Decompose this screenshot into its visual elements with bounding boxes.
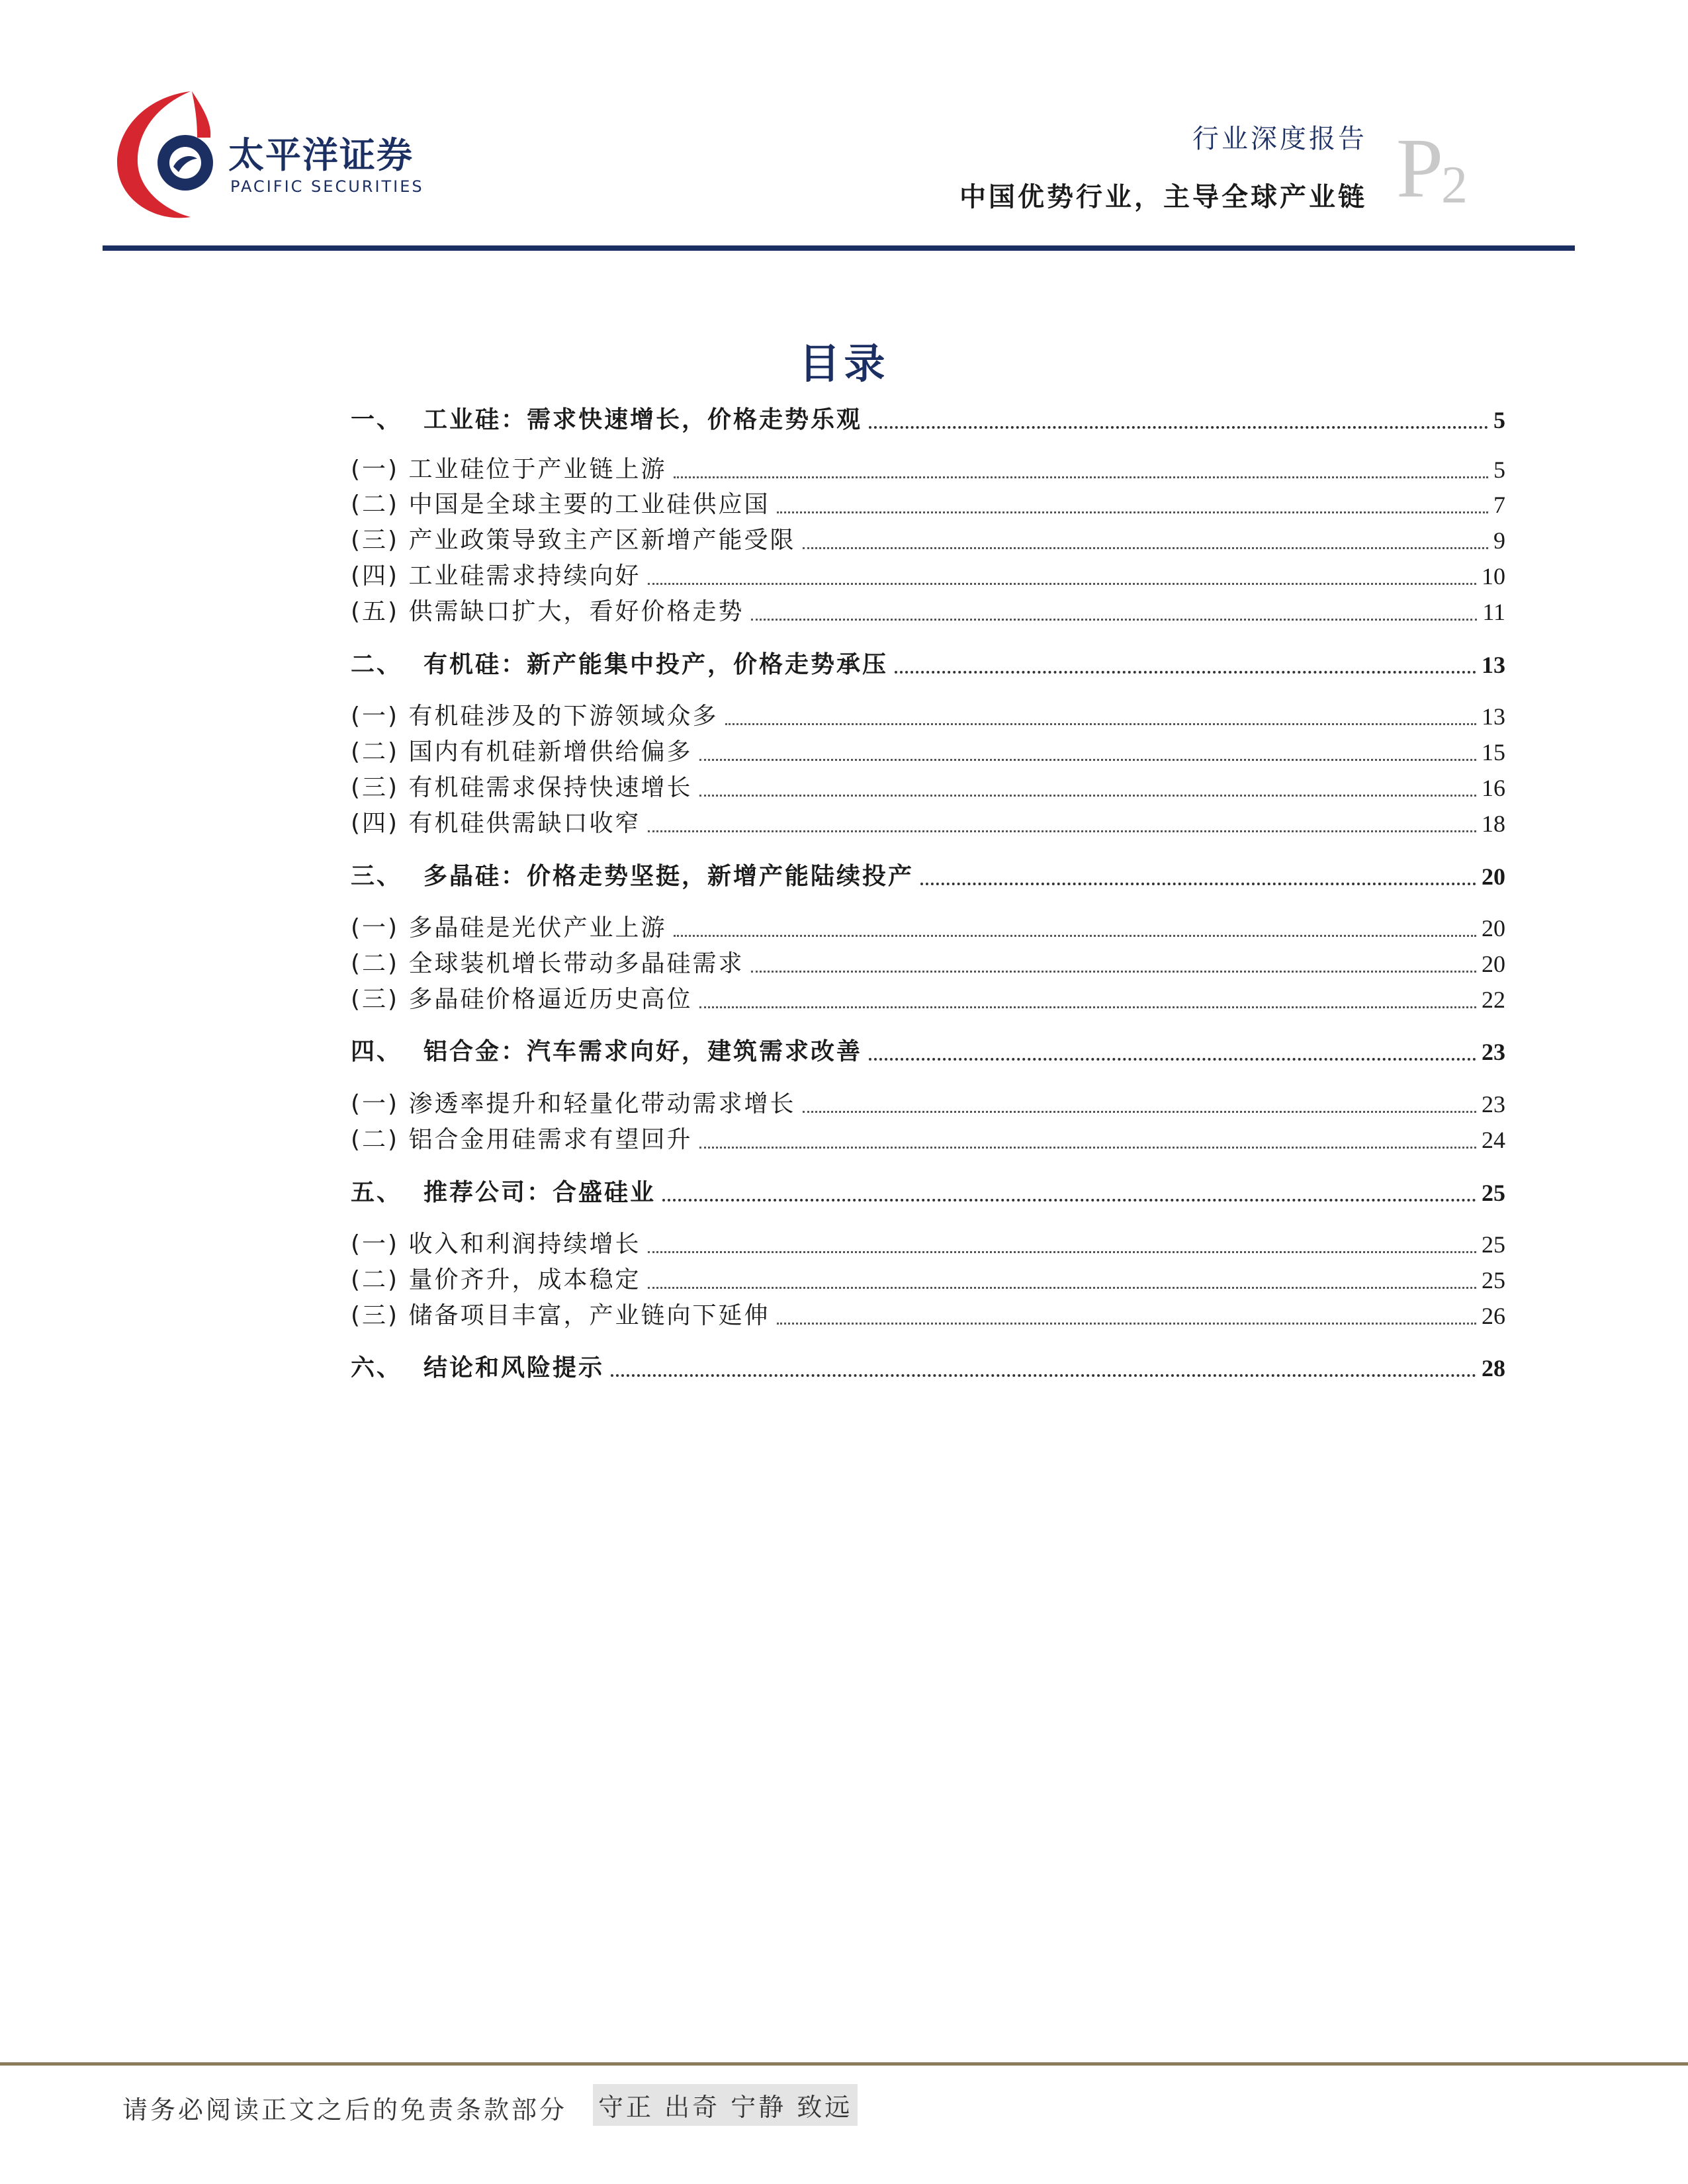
footer-divider — [0, 2062, 1688, 2066]
toc-entry-label: (一) 工业硅位于产业链上游 — [351, 456, 667, 483]
toc-leader-dots — [674, 935, 1476, 937]
toc-entry-label: (一) 收入和利润持续增长 — [351, 1231, 641, 1258]
toc-entry-page: 25 — [1482, 1231, 1505, 1258]
toc-entry-page: 24 — [1482, 1127, 1505, 1153]
toc-entry[interactable] — [351, 648, 1505, 681]
toc-entry[interactable] — [351, 1123, 1505, 1157]
toc-entry[interactable] — [351, 983, 1505, 1016]
logo-chinese-name: 太平洋证券 — [228, 134, 414, 176]
toc-entry[interactable] — [351, 595, 1505, 629]
header-divider — [103, 245, 1575, 251]
toc-leader-dots — [751, 971, 1476, 973]
toc-leader-dots — [699, 795, 1476, 797]
toc-entry[interactable] — [351, 700, 1505, 733]
page-letter: P — [1396, 121, 1444, 215]
toc-entry-label: (一) 有机硅涉及的下游领域众多 — [351, 703, 719, 730]
toc-entry-page: 23 — [1482, 1039, 1505, 1065]
pacific-securities-logo-icon — [112, 85, 232, 224]
toc-leader-dots — [699, 759, 1476, 761]
toc-entry[interactable] — [351, 1035, 1505, 1069]
toc-leader-dots — [777, 511, 1488, 513]
toc-leader-dots — [648, 1251, 1476, 1253]
company-logo — [112, 85, 457, 230]
toc-leader-dots — [777, 1323, 1476, 1325]
toc-entry[interactable] — [351, 947, 1505, 981]
toc-entry-label: 铝合金：汽车需求向好，建筑需求改善 — [423, 1038, 863, 1065]
toc-entry-label: 推荐公司：合盛硅业 — [423, 1179, 656, 1206]
toc-entry[interactable] — [351, 771, 1505, 805]
toc-entry-page: 28 — [1482, 1355, 1505, 1381]
toc-entry[interactable] — [351, 488, 1505, 521]
toc-leader-dots — [725, 723, 1476, 725]
toc-leader-dots — [803, 547, 1488, 549]
toc-entry-page: 10 — [1482, 563, 1505, 590]
toc-entry-label: (三) 产业政策导致主产区新增产能受限 — [351, 527, 796, 554]
toc-entry-label: (三) 储备项目丰富，产业链向下延伸 — [351, 1302, 770, 1329]
toc-leader-dots — [699, 1006, 1476, 1008]
toc-entry-label: 多晶硅：价格走势坚挺，新增产能陆续投产 — [423, 863, 914, 890]
toc-leader-dots — [648, 583, 1476, 585]
toc-entry[interactable] — [351, 736, 1505, 769]
toc-entry[interactable] — [351, 1228, 1505, 1261]
toc-entry-page: 22 — [1482, 986, 1505, 1013]
report-type: 行业深度报告 — [1192, 124, 1367, 154]
toc-entry[interactable] — [351, 560, 1505, 593]
toc-entry-page: 13 — [1482, 652, 1505, 678]
toc-entry[interactable] — [351, 1264, 1505, 1297]
toc-leader-dots — [674, 476, 1488, 478]
toc-entry-label: (二) 量价齐升，成本稳定 — [351, 1266, 641, 1293]
toc-entry-label: (一) 渗透率提升和轻量化带动需求增长 — [351, 1090, 796, 1117]
toc-entry-page: 16 — [1482, 775, 1505, 801]
toc-leader-dots — [920, 883, 1476, 885]
toc-entry-page: 23 — [1482, 1091, 1505, 1117]
toc-entry-number: 四、 — [351, 1038, 403, 1065]
toc-entry-label: (二) 铝合金用硅需求有望回升 — [351, 1126, 693, 1153]
toc-entry-page: 20 — [1482, 863, 1505, 890]
toc-entry-page: 5 — [1493, 407, 1505, 433]
toc-entry-page: 20 — [1482, 915, 1505, 941]
toc-leader-dots — [648, 1287, 1476, 1289]
toc-entry-label: (一) 多晶硅是光伏产业上游 — [351, 914, 667, 941]
toc-entry-page: 25 — [1482, 1267, 1505, 1293]
toc-entry[interactable] — [351, 912, 1505, 945]
toc-entry-label: (三) 有机硅需求保持快速增长 — [351, 774, 693, 801]
toc-leader-dots — [751, 619, 1478, 621]
toc-entry[interactable] — [351, 404, 1505, 437]
toc-entry[interactable] — [351, 807, 1505, 840]
toc-entry-number: 一、 — [351, 406, 403, 433]
toc-leader-dots — [869, 1058, 1476, 1061]
toc-entry-page: 15 — [1482, 739, 1505, 765]
toc-entry-number: 三、 — [351, 863, 403, 890]
toc-entry-label: (四) 有机硅供需缺口收窄 — [351, 810, 641, 837]
toc-leader-dots — [648, 830, 1476, 832]
toc-entry-page: 18 — [1482, 810, 1505, 837]
toc-entry[interactable] — [351, 524, 1505, 557]
toc-entry-label: 结论和风险提示 — [423, 1354, 605, 1381]
toc-leader-dots — [869, 426, 1488, 429]
logo-english-name: PACIFIC SECURITIES — [230, 177, 424, 196]
toc-entry-label: (四) 工业硅需求持续向好 — [351, 562, 641, 590]
toc-entry-label: (三) 多晶硅价格逼近历史高位 — [351, 986, 693, 1013]
toc-entry[interactable] — [351, 1088, 1505, 1121]
toc-entry-page: 26 — [1482, 1303, 1505, 1329]
toc-entry[interactable] — [351, 1176, 1505, 1209]
toc-entry-page: 7 — [1493, 492, 1505, 518]
toc-entry-label: 有机硅：新产能集中投产，价格走势承压 — [423, 651, 889, 678]
toc-leader-dots — [699, 1147, 1476, 1149]
report-subtitle: 中国优势行业，主导全球产业链 — [959, 182, 1367, 212]
page-number: 2 — [1441, 156, 1468, 214]
toc-entry-page: 9 — [1493, 527, 1505, 554]
toc-entry-number: 二、 — [351, 651, 403, 678]
toc-leader-dots — [611, 1374, 1476, 1377]
footer-disclaimer: 请务必阅读正文之后的免责条款部分 — [122, 2095, 568, 2124]
footer-motto: 守正 出奇 宁静 致远 — [593, 2084, 858, 2126]
toc-entry-page: 13 — [1482, 703, 1505, 730]
toc-leader-dots — [662, 1199, 1476, 1201]
toc-entry-page: 25 — [1482, 1180, 1505, 1206]
toc-entry[interactable] — [351, 1352, 1505, 1385]
toc-entry-page: 11 — [1482, 599, 1505, 625]
toc-entry-label: (五) 供需缺口扩大，看好价格走势 — [351, 598, 744, 625]
toc-entry-page: 5 — [1493, 457, 1505, 483]
toc-entry[interactable] — [351, 453, 1505, 486]
toc-leader-dots — [895, 671, 1476, 674]
toc-title: 目录 — [799, 339, 889, 388]
toc-entry-number: 五、 — [351, 1179, 403, 1206]
toc-entry-page: 20 — [1482, 951, 1505, 977]
toc-entry-label: 工业硅：需求快速增长，价格走势乐观 — [423, 406, 863, 433]
toc-entry[interactable] — [351, 1299, 1505, 1332]
toc-entry-number: 六、 — [351, 1354, 403, 1381]
toc-entry-label: (二) 中国是全球主要的工业硅供应国 — [351, 491, 770, 518]
toc-entry[interactable] — [351, 860, 1505, 893]
toc-leader-dots — [803, 1111, 1476, 1113]
toc-entry-label: (二) 国内有机硅新增供给偏多 — [351, 738, 693, 765]
toc-entry-label: (二) 全球装机增长带动多晶硅需求 — [351, 950, 744, 977]
